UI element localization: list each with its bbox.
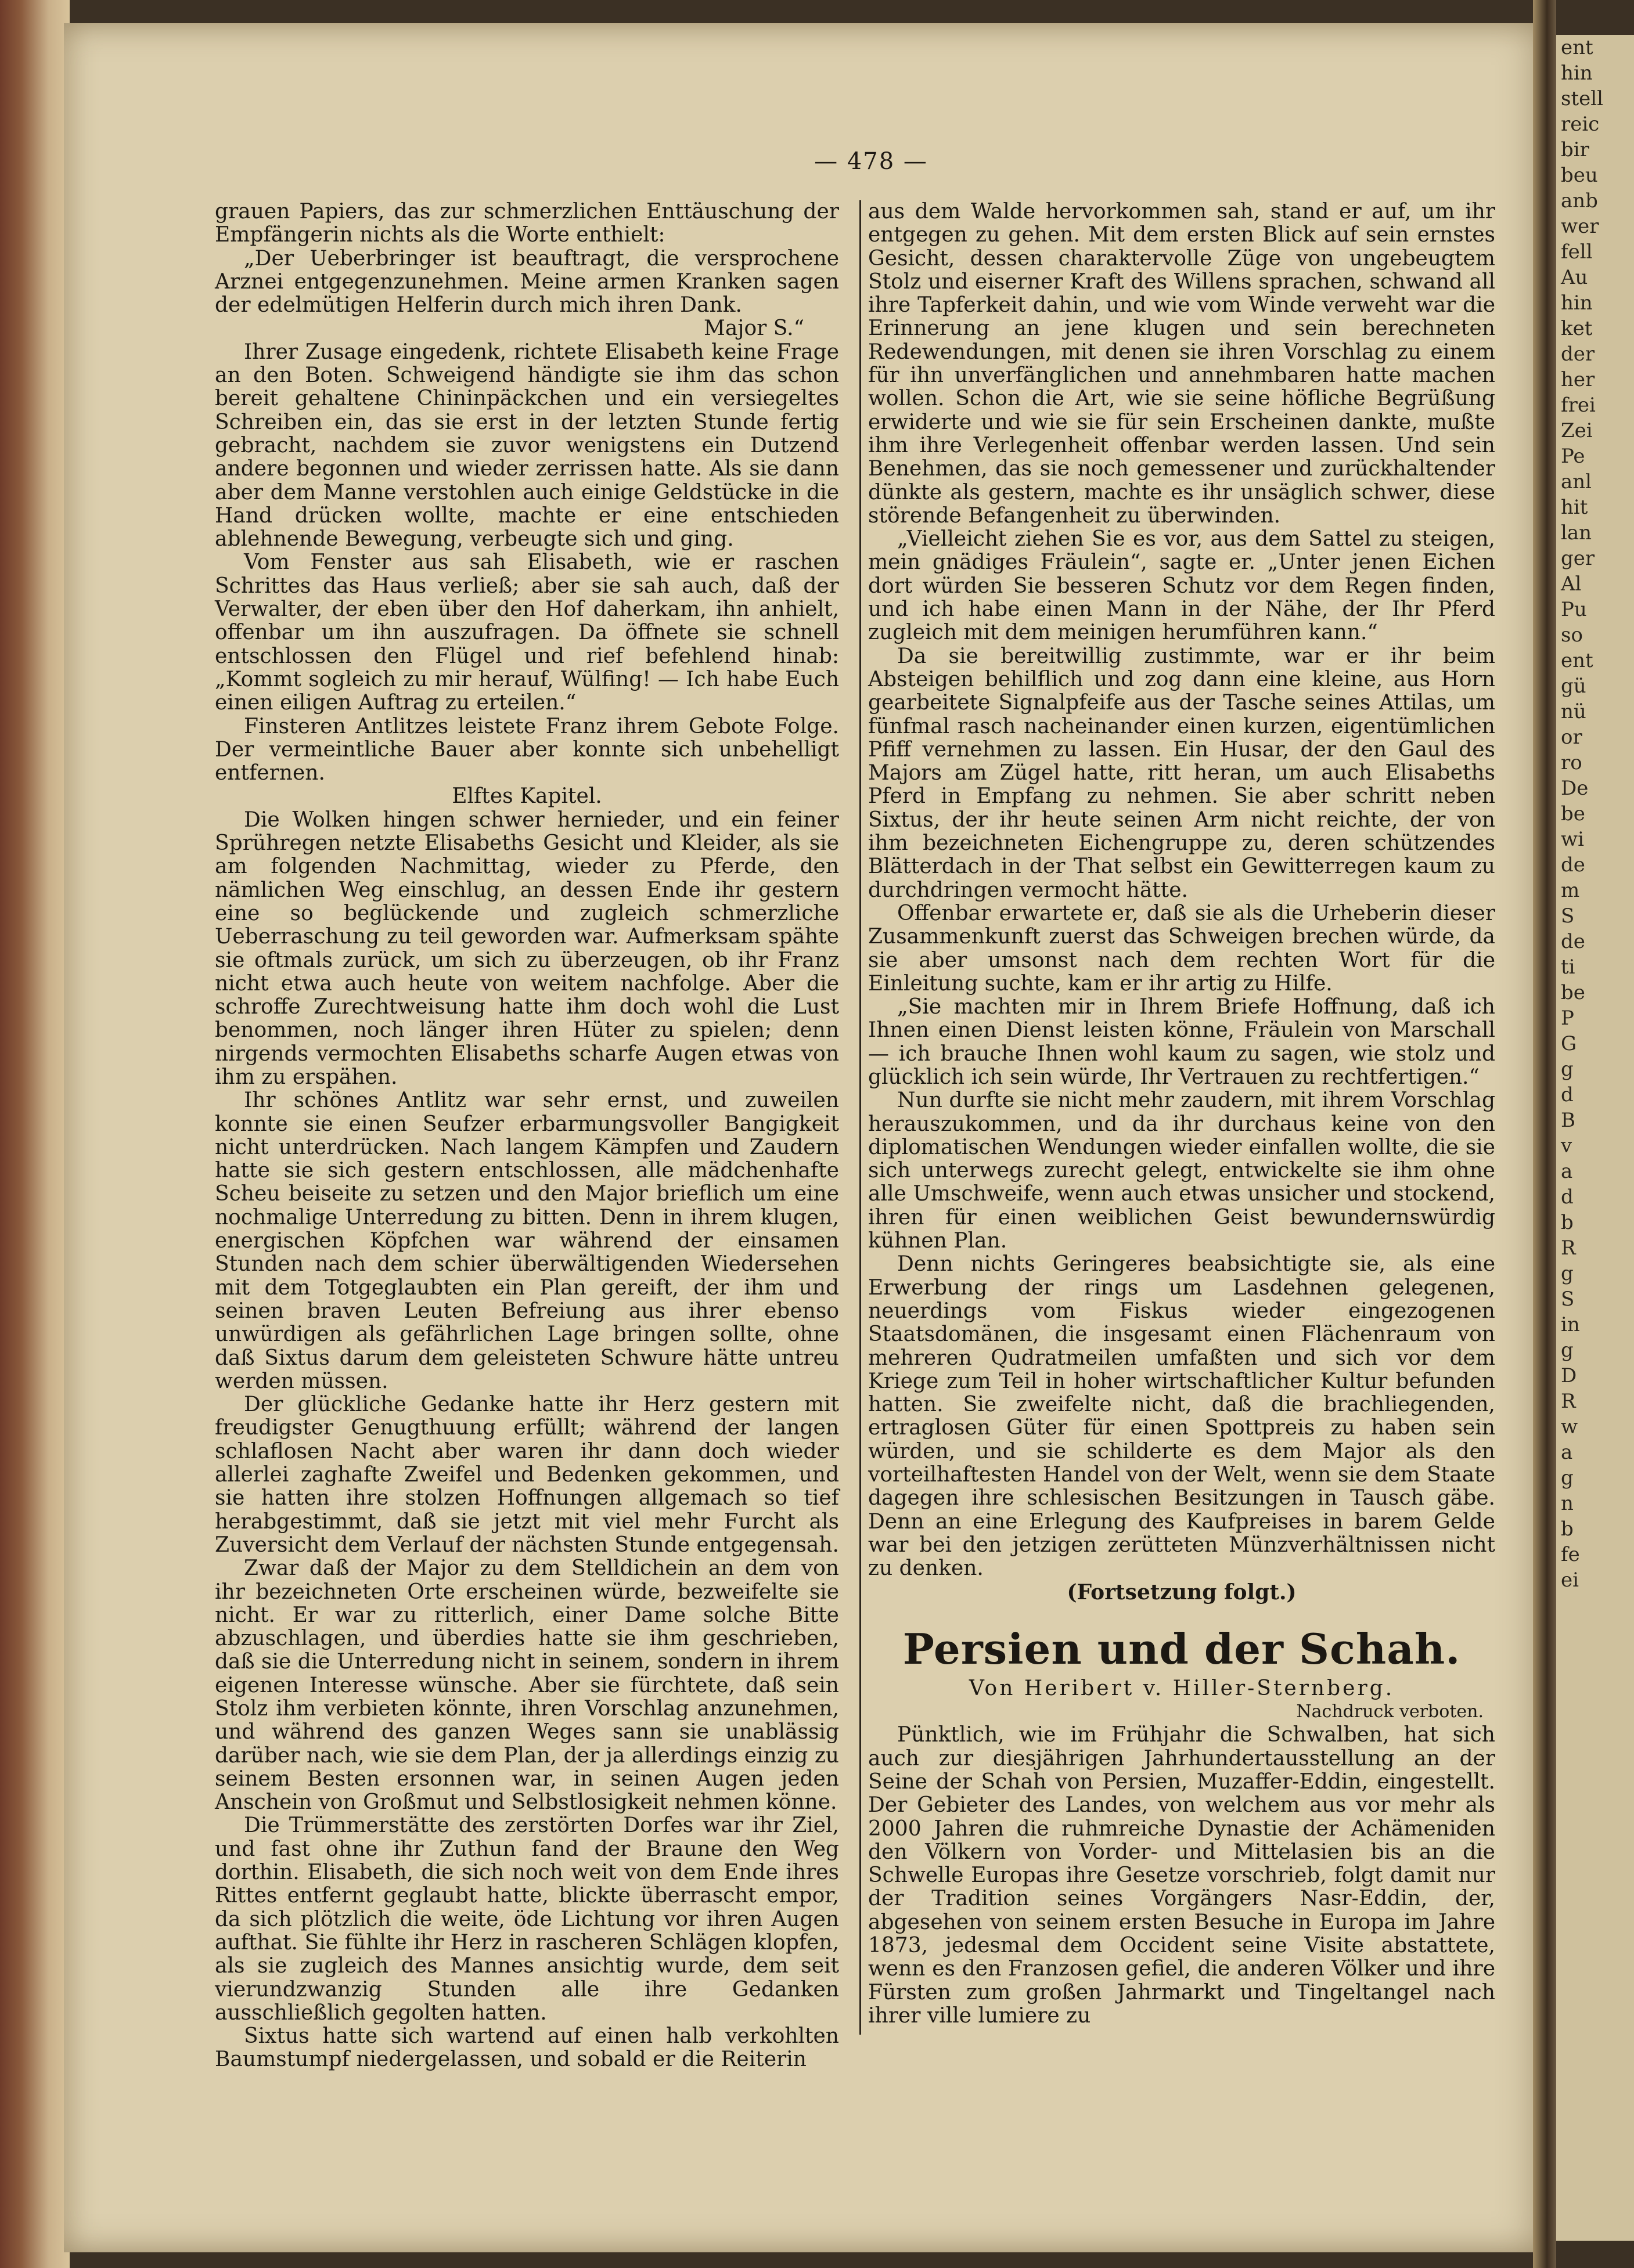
right-paragraph: Nun durfte sie nicht mehr zaudern, mit ihrem Vorschlag herauszukommen, und da ihr durchaus keine von den diplomatischen Wendungen wieder einfallen wollte, die sie sich unterwegs zurecht gelegt, entwickelte sie ihm ohne alle Umschweife, wenn auch etwas unsicher und stockend, ihren für einen weiblichen Geist bewundernswürdig kühnen Plan. bbox=[868, 1088, 1495, 1253]
next-page-fragment: nü bbox=[1561, 700, 1586, 723]
next-page-fragment: wer bbox=[1561, 215, 1599, 238]
left-paragraph: Vom Fenster aus sah Elisabeth, wie er raschen Schrittes das Haus verließ; aber sie sah auch, daß der Verwalter, der eben über den Hof daherkam, ihn anhielt, offenbar um ihn auszufragen. Da öffnete sie schnell entschlossen den Flügel und rief befehlend hinab: „Kommt sogleich zu mir herauf, Wülfing! — Ich habe Euch einen eiligen Auftrag zu erteilen.“ bbox=[215, 550, 839, 715]
book-edge bbox=[0, 0, 70, 2268]
article-headline: Persien und der Schah. bbox=[902, 1624, 1461, 1674]
next-page-fragment: be bbox=[1561, 802, 1585, 825]
next-page-fragment: anb bbox=[1561, 189, 1598, 212]
next-page-fragment: so bbox=[1561, 623, 1583, 647]
next-page-fragment: lan bbox=[1561, 521, 1592, 545]
right-paragraph: „Sie machten mir in Ihrem Briefe Hoffnung, daß ich Ihnen einen Dienst leisten könne, Fräulein von Marschall — ich brauche Ihnen wohl kaum zu sagen, wie stolz und glücklich ich sein würde, Ihr Vertrauen zu rechtfertigen.“ bbox=[868, 995, 1495, 1089]
next-page-fragment: frei bbox=[1561, 394, 1596, 417]
next-page-fragment: ei bbox=[1561, 1569, 1579, 1592]
next-page-fragment: beu bbox=[1561, 164, 1598, 187]
left-paragraph: Der glückliche Gedanke hatte ihr Herz gestern mit freudigster Genugthuung erfüllt; während der langen schlaflosen Nacht aber waren ihr dann doch wieder allerlei zaghafte Zweifel und Bedenken gekommen, und sie hatten ihre stolzen Hoffnungen allgemach so tief herabgestimmt, daß sie jetzt mit viel mehr Furcht als Zuversicht dem Verlauf der nächsten Stunde entgegensah. bbox=[215, 1393, 839, 1557]
right-paragraph: Da sie bereitwillig zustimmte, war er ihr beim Absteigen behilflich und zog dann eine kleine, aus Horn gearbeitete Signalpfeife aus der Tasche seines Attilas, um fünfmal rasch nacheinander einen kurzen, eigentümlichen Pfiff vernehmen zu lassen. Ein Husar, der den Gaul des Majors am Zügel hatte, ritt heran, um auch Elisabeths Pferd in Empfang zu nehmen. Sie aber schritt neben Sixtus, der ihr heute seinen Arm nicht reichte, der von ihm bezeichneten Eichengruppe zu, deren schützendes Blätterdach in der That selbst ein Gewitterregen kaum zu durchdringen vermocht hätte. bbox=[868, 644, 1495, 902]
next-page-fragment: a bbox=[1561, 1160, 1573, 1183]
next-page-fragment: d bbox=[1561, 1083, 1574, 1106]
next-page-edge bbox=[1556, 35, 1634, 2241]
next-page-fragment: der bbox=[1561, 342, 1595, 366]
next-page-fragment: De bbox=[1561, 777, 1589, 800]
next-page-fragment: S bbox=[1561, 904, 1575, 928]
next-page-fragment: de bbox=[1561, 930, 1585, 953]
left-paragraph: grauen Papiers, das zur schmerzlichen Enttäuschung der Empfängerin nichts als die Worte enthielt: bbox=[215, 200, 839, 247]
next-page-fragment: her bbox=[1561, 368, 1595, 391]
next-page-fragment: g bbox=[1561, 1339, 1574, 1362]
right-paragraph: „Vielleicht ziehen Sie es vor, aus dem Sattel zu steigen, mein gnädiges Fräulein“, sagte er. „Unter jenen Eichen dort würden Sie besseren Schutz vor dem Regen finden, und ich habe einen Mann in der Nähe, der Ihr Pferd zugleich mit dem meinigen herumführen kann.“ bbox=[868, 527, 1495, 645]
next-page-fragment: Pu bbox=[1561, 598, 1587, 621]
right-paragraph: Denn nichts Geringeres beabsichtigte sie, als eine Erwerbung der rings um Lasdehnen gelegenen, neuerdings vom Fiskus wieder eingezogenen Staatsdomänen, die insgesamt einen Flächenraum von mehreren Qudratmeilen umfaßten und sich vor dem Kriege zum Teil in hoher wirtschaftlicher Kultur befunden hatten. Sie zweifelte nicht, daß die brachliegenden, ertraglosen Güter für einen Spottpreis zu haben sein würden, und sie schilderte es dem Major als den vorteilhaftesten Handel von der Welt, wenn sie dem Staate dagegen ihre schlesischen Besitzungen in Tausch gäbe. Denn an eine Erlegung des Kaufpreises in barem Gelde war bei den jetzigen zerütteten Münzverhältnissen nicht zu denken. bbox=[868, 1252, 1495, 1581]
next-page-fragment: S bbox=[1561, 1288, 1575, 1311]
left-paragraph: Die Wolken hingen schwer hernieder, und ein feiner Sprühregen netzte Elisabeths Gesicht und Kleider, als sie am folgenden Nachmittag, wieder zu Pferde, den nämlichen Weg einschlug, an dessen Ende ihr gestern eine so beglückende und zugleich schmerzliche Ueberraschung zu teil geworden war. Aufmerksam spähte sie oftmals zurück, um sich zu überzeugen, ob ihr Franz nicht etwa auch heute von weitem nachfolge. Aber die schroffe Zurechtweisung hatte ihm doch wohl die Lust benommen, noch länger ihren Hüter zu spielen; denn nirgends vermochten Elisabeths scharfe Augen etwas von ihm zu erspähen. bbox=[215, 807, 839, 1089]
next-page-fragment: G bbox=[1561, 1032, 1577, 1055]
reprint-notice: Nachdruck verboten. bbox=[1296, 1701, 1484, 1722]
left-paragraph: Die Trümmerstätte des zerstörten Dorfes war ihr Ziel, und fast ohne ihr Zuthun fand der Braune den Weg dorthin. Elisabeth, die sich noch weit von dem Ende ihres Rittes entfernt geglaubt hatte, blickte überrascht empor, da sich plötzlich die weite, öde Lichtung vor ihren Augen aufthat. Sie fühlte ihr Herz in rascheren Schlägen klopfen, als sie zugleich des Mannes ansichtig wurde, dem seit vierundzwanzig Stunden alle ihre Gedanken ausschließlich gegolten hatten. bbox=[215, 1813, 839, 2025]
next-page-fragment: B bbox=[1561, 1109, 1575, 1132]
next-page-fragment: w bbox=[1561, 1415, 1578, 1438]
next-page-fragment: de bbox=[1561, 853, 1585, 877]
left-paragraph: Zwar daß der Major zu dem Stelldichein an dem von ihr bezeichneten Orte erscheinen würde, bezweifelte sie nicht. Er war zu ritterlich, einer Dame solche Bitte abzuschlagen, und überdies hatte sie ihm geschrieben, daß sie die Unterredung nicht in seinem, sondern in ihrem eigenen Interesse wünsche. Aber sie fürchtete, daß sein Stolz ihm verbieten könnte, ihren Vorschlag anzunehmen, und während des ganzen Weges sann sie unablässig darüber nach, wie sie dem Plan, der ja allerdings einzig zu seinem Besten ersonnen war, in seinen Augen jeden Anschein von Großmut und Selbstlosigkeit nehmen könne. bbox=[215, 1556, 839, 1815]
article-body: Pünktlich, wie im Frühjahr die Schwalben, hat sich auch zur diesjährigen Jahrhundertausstellung an der Seine der Schah von Persien, Muzaffer-Eddin, eingestellt. Der Gebieter des Landes, von welchem aus vor mehr als 2000 Jahren die ruhmreiche Dynastie der Achämeniden den Völkern von Vorder- und Mittelasien bis an die Schwelle Europas ihre Gesetze vorschrieb, folgt damit nur der Tradition seines Vorgängers Nasr-Eddin, der, abgesehen von seinem ersten Besuche in Europa im Jahre 1873, jedesmal dem Occident seine Visite abstattete, wenn es den Franzosen gefiel, die anderen Völker und ihre Fürsten zum großen Jahrmarkt und Tingeltangel nach ihrer ville lumiere zu bbox=[868, 1723, 1495, 2028]
next-page-fragment: reic bbox=[1561, 113, 1600, 136]
next-page-fragment: g bbox=[1561, 1058, 1574, 1081]
next-page-fragment: d bbox=[1561, 1185, 1574, 1209]
next-page-fragment: ger bbox=[1561, 547, 1595, 570]
left-paragraph: Finsteren Antlitzes leistete Franz ihrem Gebote Folge. Der vermeintliche Bauer aber konnte sich unbehelligt entfernen. bbox=[215, 714, 839, 785]
article-byline: Von Heribert v. Hiller-Sternberg. bbox=[969, 1676, 1395, 1700]
next-page-fragment: g bbox=[1561, 1466, 1574, 1490]
next-page-fragment: hin bbox=[1561, 62, 1593, 85]
next-page-fragment: be bbox=[1561, 981, 1585, 1004]
right-column bbox=[868, 200, 1495, 2028]
next-page-fragment: stell bbox=[1561, 87, 1603, 110]
next-page-fragment: ket bbox=[1561, 317, 1593, 340]
next-page-fragment: hit bbox=[1561, 496, 1588, 519]
next-page-fragment: n bbox=[1561, 1492, 1574, 1515]
next-page-fragment: in bbox=[1561, 1313, 1580, 1336]
next-page-fragment: R bbox=[1561, 1236, 1576, 1260]
next-page-fragment: gü bbox=[1561, 675, 1586, 698]
next-page-fragment: b bbox=[1561, 1517, 1574, 1541]
left-paragraph: „Der Ueberbringer ist beauftragt, die versprochene Arznei entgegenzunehmen. Meine armen Kranken sagen der edelmütigen Helferin durch mich ihren Dank. bbox=[215, 246, 839, 318]
next-page-fragment: fell bbox=[1561, 240, 1593, 264]
next-page-fragment: b bbox=[1561, 1211, 1574, 1234]
right-paragraph: aus dem Walde hervorkommen sah, stand er auf, um ihr entgegen zu gehen. Mit dem ersten Blick auf sein ernstes Gesicht, dessen charaktervolle Züge von ungebeugtem Stolz und eiserner Kraft des Willens sprachen, schwand all ihre Tapferkeit dahin, und wie vom Winde verweht war die Erinnerung an jene klugen und sein berechneten Redewendungen, mit denen sie ihren Vorschlag zu einem für ihn unverfänglichen und annehmbaren hatte machen wollen. Schon die Art, wie sie seine höfliche Begrüßung erwiderte und wie sie für sein Erscheinen dankte, mußte ihm ihre Verlegenheit offenbar werden lassen. Und sein Benehmen, das sie noch gemessener und zurückhaltender dünkte als gestern, machte es ihr unsäglich schwer, diese störende Befangenheit zu überwinden. bbox=[868, 200, 1495, 528]
next-page-fragment: m bbox=[1561, 879, 1580, 902]
left-column bbox=[215, 200, 839, 2072]
next-page-fragment: Al bbox=[1561, 572, 1582, 596]
next-page-fragment: bir bbox=[1561, 138, 1589, 161]
left-paragraph: Ihrer Zusage eingedenk, richtete Elisabeth keine Frage an den Boten. Schweigend händigte sie ihm das schon bereit gehaltene Chininpäckchen und ein versiegeltes Schreiben ein, das sie erst in der letzten Stunde fertig gebracht, nachdem sie zuvor wenigstens ein Dutzend andere begonnen und wieder zerrissen hatte. Als sie dann aber dem Manne verstohlen auch einige Geldstücke in die Hand drücken wollte, machte er eine entschieden ablehnende Bewegung, verbeugte sich und ging. bbox=[215, 340, 839, 551]
left-paragraph: Major S.“ bbox=[703, 316, 804, 341]
next-page-fragment: Au bbox=[1561, 266, 1588, 289]
next-page-fragment: v bbox=[1561, 1134, 1572, 1158]
next-page-fragment: fe bbox=[1561, 1543, 1580, 1566]
right-paragraph: Offenbar erwartete er, daß sie als die Urheberin dieser Zusammenkunft zuerst das Schweigen brechen würde, da sie aber umsonst nach dem rechten Wort für die Einleitung suchte, kam er ihr artig zu Hilfe. bbox=[868, 901, 1495, 996]
next-page-fragment: P bbox=[1561, 1007, 1574, 1030]
next-page-fragment: ro bbox=[1561, 751, 1582, 774]
next-page-fragment: R bbox=[1561, 1390, 1576, 1413]
next-page-fragment: anl bbox=[1561, 470, 1592, 493]
page-number: — 478 — bbox=[814, 148, 928, 175]
next-page-fragment: wi bbox=[1561, 828, 1584, 851]
next-page-fragment: Pe bbox=[1561, 445, 1585, 468]
column-rule bbox=[859, 200, 861, 2035]
next-page-fragment: ti bbox=[1561, 955, 1575, 979]
next-page-fragment: g bbox=[1561, 1262, 1574, 1285]
story-continuation bbox=[868, 200, 1495, 1604]
next-page-fragment: D bbox=[1561, 1364, 1577, 1387]
next-page-fragment: ent bbox=[1561, 36, 1593, 59]
next-page-fragment: a bbox=[1561, 1441, 1573, 1464]
page-gutter bbox=[1533, 0, 1556, 2268]
left-paragraph: Sixtus hatte sich wartend auf einen halb verkohlten Baumstumpf niedergelassen, und sobald er die Reiterin bbox=[215, 2024, 839, 2072]
left-paragraph: Elftes Kapitel. bbox=[452, 784, 602, 809]
right-paragraph: (Fortsetzung folgt.) bbox=[1067, 1580, 1297, 1604]
left-paragraph: Ihr schönes Antlitz war sehr ernst, und zuweilen konnte sie einen Seufzer erbarmungsvoller Bangigkeit nicht unterdrücken. Nach langem Kämpfen und Zaudern hatte sie sich gestern entschlossen, alle mädchenhafte Scheu beiseite zu setzen und den Major brieflich um eine nochmalige Unterredung zu bitten. Denn in ihrem klugen, energischen Köpfchen war während der einsamen Stunden nach dem schier überwältigenden Wiedersehen mit dem Totgeglaubten ein Plan gereift, der ihm und seinen braven Leuten Befreiung aus ihrer ebenso unwürdigen als gefährlichen Lage bringen sollte, ohne daß Sixtus darum dem geleisteten Schwure hätte untreu werden müssen. bbox=[215, 1088, 839, 1393]
next-page-fragment: ent bbox=[1561, 649, 1593, 672]
next-page-fragment: hin bbox=[1561, 291, 1593, 315]
next-page-fragment: Zei bbox=[1561, 419, 1593, 442]
next-page-fragment: or bbox=[1561, 726, 1582, 749]
